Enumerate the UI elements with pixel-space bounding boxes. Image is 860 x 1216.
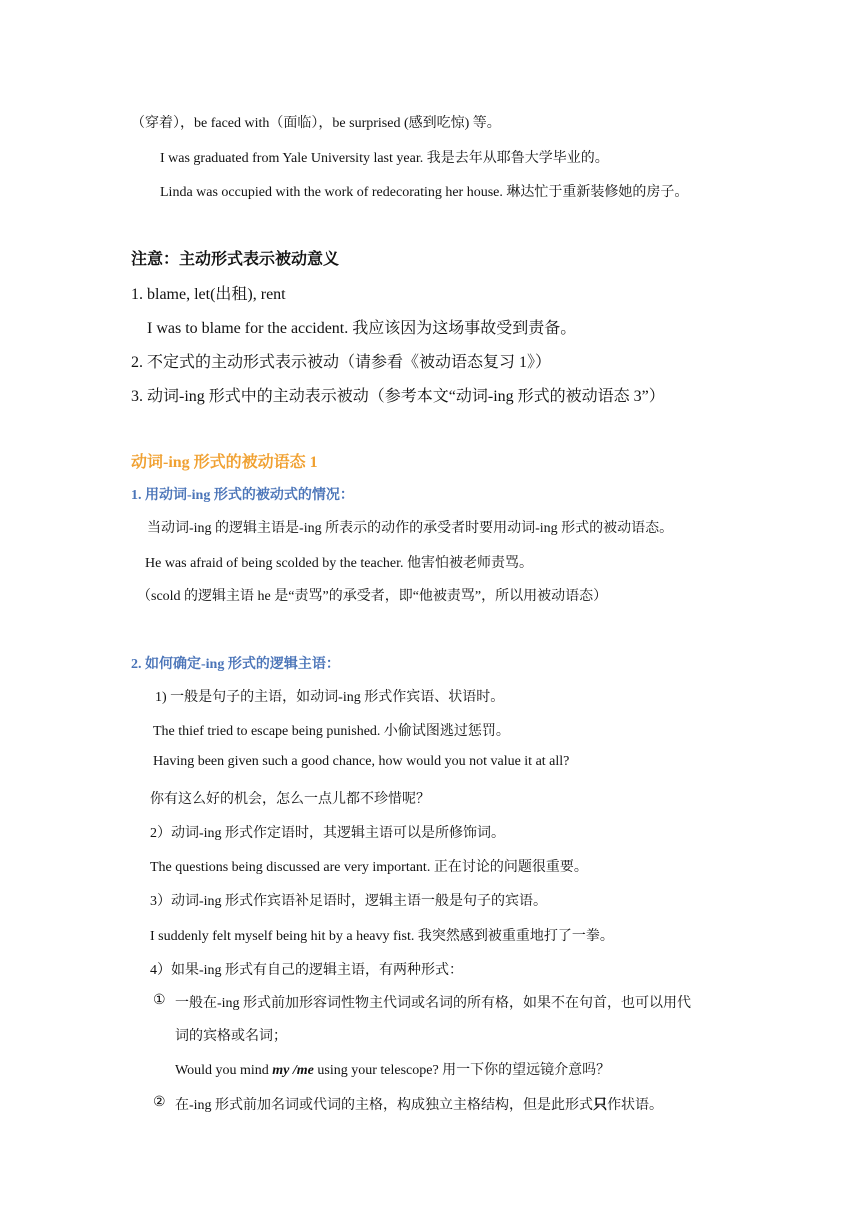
intro-line: （穿着），be faced with（面临），be surprised (感到吃惊) 等。	[131, 116, 501, 131]
point-prefix: 在-ing 形式前加名词或代词的主格，构成独立主格结构，但是此形式	[175, 1098, 594, 1113]
note-item: 1. blame, let(出租), rent	[131, 286, 286, 303]
example-sentence	[175, 1059, 610, 1079]
note-heading: 注意：主动形式表示被动意义	[131, 251, 340, 268]
point-text	[175, 1094, 663, 1114]
point-text: 一般在-ing 形式前加形容词性物主代词或名词的所有格，如果不在句首，也可以用代	[175, 996, 692, 1011]
list-marker: ①	[153, 993, 166, 1008]
note-item: 3. 动词-ing 形式中的主动表示被动（参考本文“动词-ing 形式的被动语态 3”）	[131, 388, 665, 405]
note-item: 2. 不定式的主动形式表示被动（请参看《被动语态复习 1》）	[131, 354, 552, 371]
explanation-text: （scold 的逻辑主语 he 是“责骂”的承受者，即“他被责骂”，所以用被动语态）	[137, 589, 608, 604]
example-prefix: Would you mind	[175, 1063, 273, 1078]
subsection-heading: 1. 用动词-ing 形式的被动式的情况：	[131, 488, 354, 503]
subsection-heading: 2. 如何确定-ing 形式的逻辑主语：	[131, 657, 340, 672]
point-text: 1) 一般是句子的主语，如动词-ing 形式作宾语、状语时。	[155, 690, 505, 705]
list-marker: ②	[153, 1095, 166, 1110]
example-sentence: Having been given such a good chance, how would you not value it at all?	[153, 754, 570, 769]
example-suffix: using your telescope? 用一下你的望远镜介意吗？	[313, 1063, 611, 1078]
note-example: I was to blame for the accident. 我应该因为这场事故受到责备。	[147, 320, 577, 337]
point-text: 2）动词-ing 形式作定语时，其逻辑主语可以是所修饰词。	[150, 826, 506, 841]
example-translation: 你有这么好的机会，怎么一点儿都不珍惜呢？	[150, 792, 430, 807]
example-sentence: He was afraid of being scolded by the teacher. 他害怕被老师责骂。	[145, 556, 534, 571]
example-sentence: The questions being discussed are very important. 正在讨论的问题很重要。	[150, 860, 588, 875]
body-text: 当动词-ing 的逻辑主语是-ing 所表示的动作的承受者时要用动词-ing 形式的被动语态。	[147, 521, 674, 536]
point-text: 3）动词-ing 形式作宾语补足语时，逻辑主语一般是句子的宾语。	[150, 894, 548, 909]
emphasized-pronoun: my /me	[272, 1063, 314, 1078]
emphasized-word: 只	[593, 1098, 608, 1113]
point-suffix: 作状语。	[607, 1098, 664, 1113]
example-sentence: I was graduated from Yale University last year. 我是去年从耶鲁大学毕业的。	[160, 151, 609, 166]
point-text: 4）如果-ing 形式有自己的逻辑主语，有两种形式：	[150, 963, 464, 978]
example-sentence: I suddenly felt myself being hit by a heavy fist. 我突然感到被重重地打了一拳。	[150, 929, 614, 944]
section-title: 动词-ing 形式的被动语态 1	[131, 454, 318, 471]
example-sentence: Linda was occupied with the work of redecorating her house. 琳达忙于重新装修她的房子。	[160, 185, 689, 200]
point-text: 词的宾格或名词；	[175, 1029, 287, 1044]
example-sentence: The thief tried to escape being punished. 小偷试图逃过惩罚。	[153, 724, 510, 739]
